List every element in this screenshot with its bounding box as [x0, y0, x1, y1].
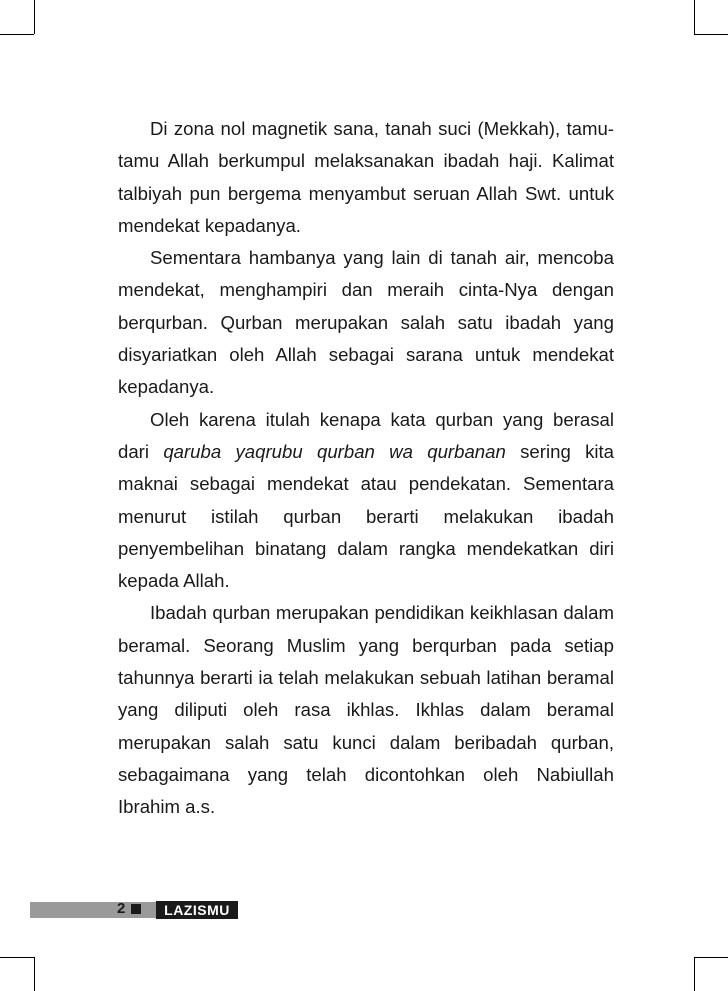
- paragraph: [118, 597, 614, 823]
- crop-mark-bottom-right-v: [694, 957, 695, 991]
- paragraph: [118, 404, 614, 598]
- crop-mark-top-left-h: [0, 34, 34, 35]
- page-number: 2: [117, 900, 126, 917]
- crop-mark-top-right-v: [694, 0, 695, 34]
- body-text: [118, 113, 614, 824]
- crop-mark-top-right-h: [694, 34, 728, 35]
- text-run: Di zona nol magnetik sana, tanah suci (Mekkah), tamu-tamu Allah berkumpul melaksanakan ibadah haji. Kalimat talbiyah pun bergema menyambut seruan Allah Swt. untuk mendekat kepadanya.: [118, 118, 614, 236]
- paragraph: [118, 113, 614, 242]
- crop-mark-top-left-v: [34, 0, 35, 34]
- paragraph: [118, 242, 614, 403]
- italic-phrase: qaruba yaqrubu qurban wa qurbanan: [163, 440, 506, 462]
- brand-label: LAZISMU: [156, 901, 238, 919]
- text-run: Ibadah qurban merupakan pendidikan keikhlasan dalam beramal. Seorang Muslim yang berqurban pada setiap tahunnya berarti ia telah melakukan sebuah latihan beramal yang diliputi oleh rasa ikhlas. Ikhlas dalam beramal merupakan salah satu kunci dalam beribadah qurban, sebagaimana yang telah dicontohkan oleh Nabiullah Ibrahim a.s.: [118, 602, 614, 818]
- square-bullet-icon: [131, 904, 141, 914]
- text-run: Oleh karena itulah kenapa kata qurban yang berasal dari: [118, 408, 614, 462]
- crop-mark-bottom-left-h: [0, 957, 34, 958]
- crop-mark-bottom-right-h: [694, 957, 728, 958]
- text-run: Sementara hambanya yang lain di tanah air, mencoba mendekat, menghampiri dan meraih cinta-Nya dengan berqurban. Qurban merupakan salah satu ibadah yang disyariatkan oleh Allah sebagai sarana untuk mendekat kepadanya.: [118, 247, 614, 398]
- text-run: sering kita maknai sebagai mendekat atau pendekatan. Sementara menurut istilah qurban berarti melakukan ibadah penyembelihan binatang dalam rangka mendekatkan diri kepada Allah.: [118, 440, 615, 592]
- crop-mark-bottom-left-v: [34, 957, 35, 991]
